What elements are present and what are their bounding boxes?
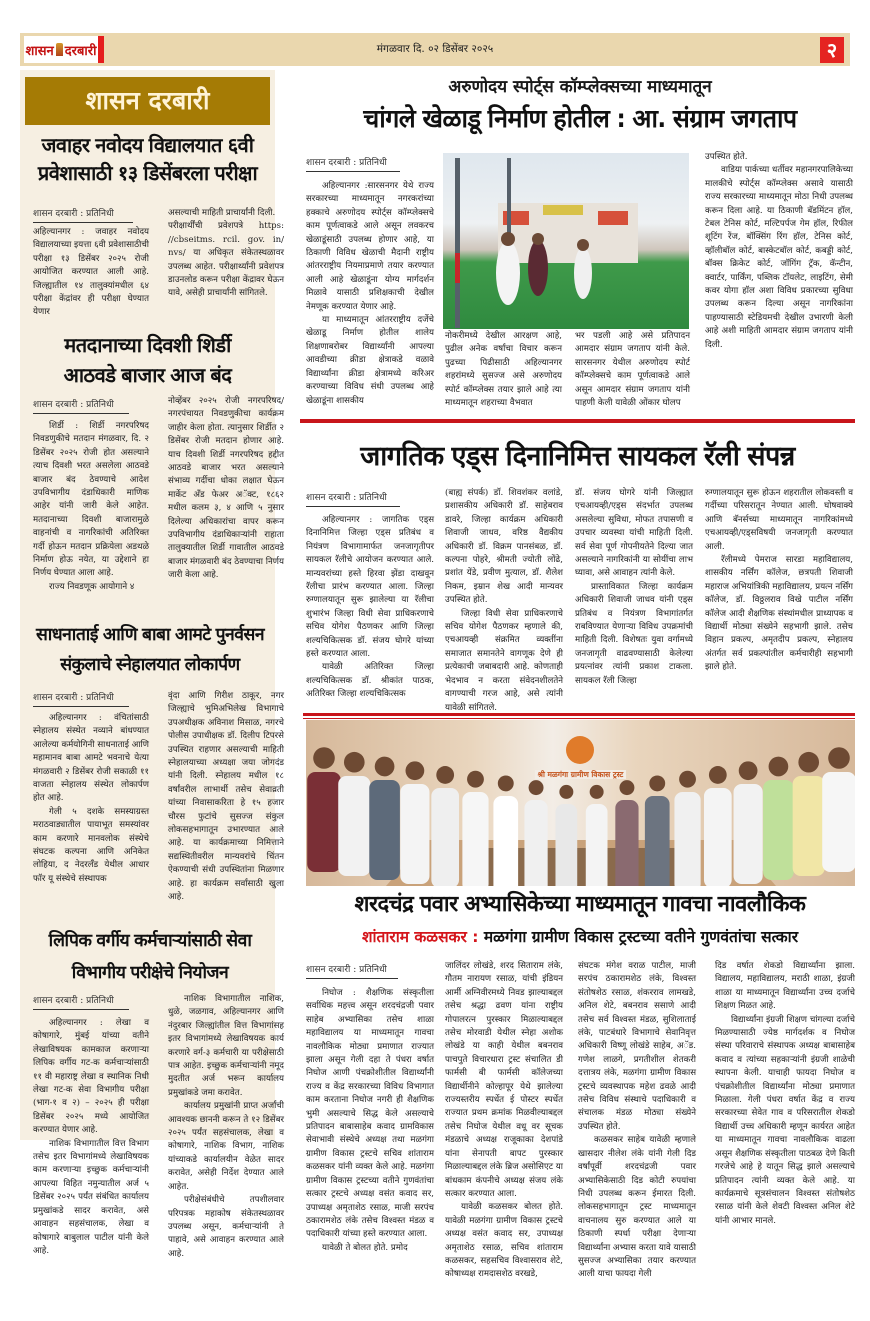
paragraph: नाशिक विभागातील वित्त विभाग तसेच इतर विभागांमध्ये लेखाविषयक काम करणाऱ्या इच्छुक कर्मचाऱ्यांनी आपल्या विहित नमुन्यातील अर्ज ५ डिसेंबर २०२५ पर्यंत संबंधित कार्यालय प्रमुखांकडे सादर करावेत, असे आवाहन सहसंचालक, लेखा व कोषागारे बाबुलाल पाटील यांनी केले आहे. bbox=[33, 1138, 149, 1256]
paragraph: निघोज : शैक्षणिक संस्कृतीला सर्वाधिक महत्त्व असून शरदचंद्रजी पवार साहेब अभ्यासिका तसेच शाळा महाविद्यालय या माध्यमातून गावचा नावलौकिक मोठ्या प्रमाणात राज्यात झाला असून गेली दहा ते पंधरा वर्षात निघोज आणी पंचक्रोशीतील विद्यार्थ्यांनी राज्य व केंद्र सरकारच्या विविध विभागात काम करताना निघोज नगरी ही शैक्षणिक भुमी असल्याचे सिद्ध केले असल्याचे प्रतिपादन बाबासाहेब कवाद ग्रामविकास सेवाभावी संस्थेचे अध्यक्ष तथा मळगंगा ग्रामीण विकास ट्रस्टचे सचिव शांताराम कळसकर यांनी व्यक्त केले आहे. मळगंगा ग्रामीण विकास ट्रस्टच्या वतीने गुणवंतांचा सत्कार ट्रस्टचे अध्यक्ष वसंत कवाद सर, उपाध्यक्ष अमृताशेठ रसाळ, माजी सरपंच ठकारामशेठ लंके तसेच विश्वस्त मंडळ व पदाधिकारी यांच्या हस्ते करण्यात आला. bbox=[306, 988, 434, 1240]
paragraph: राज्य निवडणूक आयोगाने ४ bbox=[49, 581, 135, 592]
person-head bbox=[577, 239, 589, 251]
section-divider bbox=[300, 419, 855, 423]
article-headline bbox=[25, 330, 270, 390]
paragraph: डॉ. संजय घोगरे यांनी जिल्ह्यात एचआयव्ही/एड्स संदर्भात उपलब्ध असलेल्या सुविधा, मोफत तपासणी व उपचार व्यवस्था यांची माहिती दिली. सर्व सेवा पूर्ण गोपनीयतेने दिल्या जात असल्याने नागरिकांनी या सोयींचा लाभ घ्यावा, असे आवाहन त्यांनी केले. bbox=[575, 488, 693, 579]
pole bbox=[455, 158, 460, 328]
person-head bbox=[679, 771, 696, 788]
logo-text-left: शासन bbox=[25, 43, 54, 59]
paragraph: दिड वर्षात शेकडो विद्यार्थ्यांना झाला. विद्यालय, महाविद्यालय, मराठी शाळा, इंग्रजी शाळा या माध्यमातून विद्यार्थ्यांना उच्च दर्जाचे शिक्षण मिळत आहे. bbox=[715, 961, 855, 1012]
building-dome bbox=[543, 205, 583, 215]
person-body bbox=[493, 796, 518, 886]
pawar-subheadline bbox=[300, 925, 860, 947]
issue-date: मंगळवार दि. ०२ डिसेंबर २०२५ bbox=[376, 43, 494, 55]
person-head bbox=[532, 233, 544, 245]
article-column bbox=[578, 960, 696, 1282]
headline-line: आठवडे बाजार आज बंद bbox=[63, 363, 232, 387]
sidebar-brand-title: शासन दरबारी bbox=[25, 77, 270, 125]
person-body bbox=[822, 772, 855, 872]
article-column bbox=[445, 487, 563, 715]
person-body bbox=[586, 804, 608, 886]
paragraph: परीक्षेसंबंधीचे तपशीलवार परिपत्रक महाकोष संकेतस्थळावर उपलब्ध असून, कर्मचाऱ्यांनी ते पाहावे, असे आवाहन करण्यात आले आहे. bbox=[168, 1195, 284, 1259]
person-head bbox=[769, 757, 789, 777]
masthead bbox=[20, 33, 850, 66]
person-white bbox=[496, 241, 520, 305]
person-body bbox=[338, 776, 370, 876]
paragraph: विद्यार्थ्यांना इंग्रजी शिक्षण चांगल्या दर्जाचे मिळण्यासाठी ज्येष्ठ मार्गदर्शक व निघोज संस्था परिवाराचे संस्थापक अध्यक्ष बाबासाहेब कवाद व त्यांच्या सहकाऱ्यांनी इंग्रजी शाळेची स्थापना केली. याचाही फायदा निघोज व पंचक्रोशीतील विद्यार्थ्यांना मोठ्या प्रमाणात मिळाला. गेली पंधरा वर्षात केंद्र व राज्य सरकारच्या सेवेत गाव व परिसरातील शेकडो विद्यार्थी उच्च अधिकारी म्हणून कार्यरत आहेत या माध्यमातून गावचा नावलौकिक वाढला असून शैक्षणिक संस्कृतीला पाठबळ देणे किती गरजेचे आहे हे यातून सिद्ध झाले असल्याचे प्रतिपादन त्यांनी व्यक्त केले आहे. या कार्यक्रमाचे सूत्रसंचालन विश्वस्त संतोषशेठ रसाळ यांनी केले शेवटी विश्वस्त अनिल शेटे यांनी आभार मानले. bbox=[715, 1014, 855, 1226]
person-head bbox=[828, 747, 850, 769]
person-head bbox=[709, 766, 727, 784]
lead-kicker: अरुणोदय स्पोर्ट्स कॉम्प्लेक्सच्या माध्यमातून bbox=[448, 77, 712, 97]
section-divider bbox=[303, 718, 855, 719]
person-head bbox=[649, 775, 665, 791]
byline: शासन दरबारी : प्रतिनिधी bbox=[306, 490, 400, 507]
paragraph: जिल्हा विधी सेवा प्राधिकरणाचे सचिव योगेश पैठणकर म्हणाले की, एचआयव्ही संक्रमित व्यक्तींना समाजात समानतेने वागणूक देणे ही प्रत्येकाची जबाबदारी आहे. कोणताही भेदभाव न करता संवेदनशीलतेने वागण्याची गरज आहे, असे त्यांनी यावेळी सांगितले. bbox=[445, 608, 563, 713]
person bbox=[574, 247, 592, 299]
person-head bbox=[501, 232, 515, 246]
article-column bbox=[575, 330, 690, 410]
paragraph: भर पडली आहे असे प्रतिपादन आमदार संग्राम जगताप यांनी केले. सारसनगर येथील अरुणोदय स्पोर्ट कॉम्प्लेक्सचे काम पूर्णत्वाकडे आले असून आमदार संग्राम जगताप यांनी पाहणी केली यावेळी ओंकार घोलप bbox=[575, 331, 690, 409]
logo-text-right: दरबारी bbox=[64, 43, 97, 59]
paragraph: संघटक मंगेश वराळ पाटील, माजी सरपंच ठकारामशेठ लंके, विश्वस्त संतोषशेठ रसाळ, शंकरराव लामखडे, अनिल शेटे, बबनराव ससाणे आदी तसेच सर्व विश्वस्त मंडळ, सुशिलाताई लंके, पाटबंधारे विभागाचे सेवानिवृत्त अधिकारी विष्णू लोखंडे साहेब, अॅड. गणेश लाळगे, प्रगतीशील शेतकरी दत्तात्रय लंके, मळगंगा ग्रामीण विकास ट्रस्टचे व्यवस्थापक महेश ढवळे आदी तसेच विविध संस्थाचे पदाधिकारी व संचालक मंडळ मोठ्या संख्येने उपस्थित होते. bbox=[578, 961, 696, 1132]
byline: शासन दरबारी : प्रतिनिधी bbox=[33, 397, 129, 414]
article-headline bbox=[25, 620, 275, 680]
paragraph: अहिल्यानगर : वंचितांसाठी स्नेहालय संस्थेत नव्याने बांधण्यात आलेल्या कर्मयोगिनी साधनाताई आणि महामानव बाबा आमटे भवनाचे येत्या मंगळवारी २ डिसेंबर रोजी सकाळी ११ वाजता स्नेहालय संस्थेत लोकार्पण होत आहे. bbox=[33, 713, 149, 804]
sports-complex-photo bbox=[443, 153, 689, 329]
article-column bbox=[33, 712, 149, 886]
person-head bbox=[739, 761, 758, 780]
person-maroon bbox=[528, 240, 548, 296]
person-head bbox=[590, 785, 604, 799]
paragraph: वाडिया पार्कच्या धर्तीवर महानगरपालिकेच्या मालकीचे स्पोर्ट्स कॉम्प्लेक्स असावे यासाठी राज्य सरकारच्या माध्यमातून मोठा निधी उपलब्ध करून दिला आहे. या ठिकाणी बॅडमिंटन हॉल, टेबल टेनिस कोर्ट, मल्टिपर्पज गेम हॉल, रिफील शूटिंग रेंज, बॉक्सिंग रिंग हॉल, टेनिस कोर्ट, व्हॉलीबॉल कोर्ट, बास्केटबॉल कोर्ट, कबड्डी कोर्ट, बॉक्स क्रिकेट कोर्ट, जॉगिंग ट्रॅक, कॅन्टीन, क्वार्टर, पार्किंग, पब्लिक टॉयलेट, लाइटिंग, सेमी कवर योगा हॉल अशा विविध प्रकारच्या सुविधा उपलब्ध करून दिल्या असून नागरिकांना पाहण्यासाठी स्टेडियमची देखील उभारणी केली आहे अशी माहिती आमदार संग्राम जगताप यांनी दिली. bbox=[705, 165, 853, 350]
lead-headline: चांगले खेळाडू निर्माण होतील : आ. संग्राम जगताप bbox=[363, 104, 797, 133]
pole-base bbox=[455, 253, 460, 283]
paragraph: अहिल्यानगर : लेखा व कोषागारे, मुंबई यांच्या वतीने लेखाविषयक कामकाज करणाऱ्या लिपिक वर्गीय गट-क कर्मचाऱ्यांसाठी ११ वी महाराष्ट्र लेखा व स्थानिक निधी लेखा गट-क सेवा विभागीय परीक्षा (भाग-१ व २) – २०२५ ही परीक्षा डिसेंबर २०२५ मध्ये आयोजित करण्यात येणार आहे. bbox=[33, 1018, 149, 1136]
person-body bbox=[431, 788, 459, 886]
paragraph: गेली ५ दशके समस्याग्रस्त मराठवाड्यातील पायाभूत समस्यांवर काम करणारे मानवलोक संस्थेचे संघटक कल्पना आणि अनिकेत लोहिया, द नेदरलँड येथील आधार फॉर यू संस्थेचे संस्थापक bbox=[33, 806, 149, 884]
page-number: २ bbox=[820, 37, 844, 63]
headline-line: साधनाताई आणि बाबा आमटे पुनर्वसन bbox=[35, 625, 265, 645]
article-column bbox=[168, 690, 284, 905]
person-body bbox=[704, 788, 732, 886]
person-body bbox=[555, 804, 577, 886]
person-head bbox=[619, 780, 634, 795]
paragraph: नोव्हेंबर २०२५ रोजी नगरपरिषद/ नगरपंचायत निवडणुकीचा कार्यक्रम जाहीर केला होता. त्यानुसार शिर्डीत २ डिसेंबर रोजी मतदान होणार आहे. याच दिवशी शिर्डी नगरपरिषद हद्दीत आठवडे बाजार भरत असल्याने संभाव्य गर्दीचा धोका लक्षात घेऊन मार्केट अँड फेअर अॅक्ट, १८६२ मधील कलम ३, ४ आणि ५ नुसार दिलेल्या अधिकारांचा वापर करून उपविभागीय दंडाधिकाऱ्यांनी राहाता तालुक्यातील शिर्डी गावातील आठवडे बाजार मंगळवारी बंद ठेवण्याचा निर्णय जारी केला आहे. bbox=[168, 396, 284, 581]
article-column bbox=[306, 514, 434, 702]
building-window bbox=[503, 211, 529, 225]
paragraph: उपस्थित होते. bbox=[705, 152, 748, 162]
paragraph: अहिल्यानगर : जवाहर नवोदय विद्यालयाच्या इयत्ता ६वी प्रवेशासाठीची परीक्षा १३ डिसेंबर २०२५ रोजी आयोजित करण्यात आली आहे. जिल्ह्यातील १४ तालुक्यांमधील ६४ परीक्षा केंद्रांवर ही परीक्षा घेण्यात येणार bbox=[33, 227, 150, 318]
paragraph: अहिल्यानगर : जागतिक एड्स दिनानिमित्त जिल्हा एड्स प्रतिबंध व नियंत्रण विभागामार्फत जनजागृतीपर सायकल रॅलीचे आयोजन करण्यात आले. मान्यवरांच्या हस्ते हिरवा झेंडा दाखवून रॅलीचा प्रारंभ करण्यात आला. जिल्हा रुग्णालयातून सुरू झालेल्या या रॅलीचा शुभारंभ जिल्हा विधी सेवा प्राधिकरणाचे सचिव योगेश पैठणकर आणि जिल्हा शल्यचिकित्सक डॉ. संजय घोगरे यांच्या हस्ते करण्यात आला. bbox=[306, 515, 434, 660]
person-head bbox=[529, 780, 544, 795]
trust-banner-text: श्री मळगंगा ग्रामीण विकास ट्रस्ट bbox=[535, 770, 627, 779]
headline-line: प्रवेशासाठी १३ डिसेंबरला परीक्षा bbox=[37, 161, 258, 185]
paragraph: नोकरीमध्ये देखील आरक्षण आहे, पुढील अनेक वर्षांचा विचार करून पुढच्या पिढीसाठी अहिल्यानगर शहरांमध्ये सुसज्ज असे अरुणोदय स्पोर्ट कॉम्प्लेक्स तयार झाले आहे त्या माध्यमातून शहराच्या वैभवात bbox=[445, 331, 562, 409]
paragraph: या माध्यमातून आंतरराष्ट्रीय दर्जेचे खेळाडू निर्माण होतील शालेय शिक्षणाबरोबर विद्यार्थ्यांनी आपल्या आवडीच्या क्रीडा क्षेत्राकडे वळावे विद्यार्थ्यांना क्रीडा क्षेत्रामध्ये करिअर करण्याच्या विविध संधी उपलब्ध आहे खेळाडूंना शासकीय bbox=[306, 315, 434, 406]
subhead-speaker: शांताराम कळसकर : bbox=[361, 928, 479, 946]
headline-line: लिपिक वर्गीय कर्मचाऱ्यांसाठी सेवा bbox=[48, 931, 252, 951]
person-body bbox=[763, 780, 794, 880]
article-headline bbox=[25, 925, 275, 989]
article-column bbox=[33, 1017, 149, 1258]
person-body bbox=[307, 772, 341, 872]
group-felicitation-photo bbox=[306, 720, 855, 886]
paragraph: (बाह्य संपर्क) डॉ. शिवशंकर वलांडे, प्रशासकीय अधिकारी डॉ. साहेबराव डावरे, जिल्हा कार्यक्रम अधिकारी शिवाजी जाधव, वरिष्ठ वैद्यकीय अधिकारी डॉ. विक्रम पानसंबळ, डॉ. कल्पना पोहरे, श्रीमती ज्योती लोंढे, प्रशांत येंडे, प्रवीण मुत्याल, डॉ. शैलेश निकम, इम्रान शेख आदी मान्यवर उपस्थित होते. bbox=[445, 488, 563, 606]
person-body bbox=[734, 784, 763, 884]
group-photo-illustration bbox=[306, 720, 855, 886]
headline-line: मतदानाच्या दिवशी शिर्डी bbox=[64, 333, 231, 357]
byline: शासन दरबारी : प्रतिनिधी bbox=[33, 206, 133, 223]
article-column bbox=[168, 993, 284, 1261]
article-column bbox=[705, 487, 853, 675]
aids-headline: जागतिक एड्स दिनानिमित्त सायकल रॅली संपन्न bbox=[360, 441, 795, 472]
byline: शासन दरबारी : प्रतिनिधी bbox=[306, 962, 398, 979]
byline: शासन दरबारी : प्रतिनिधी bbox=[33, 993, 129, 1010]
paragraph: रॅलीमध्ये पेमराज सारडा महाविद्यालय, शासकीय नर्सिंग कॉलेज, छत्रपती शिवाजी महाराज अभियांत्रिकी महाविद्यालय, प्रयत्न नर्सिंग कॉलेज, डॉ. विठ्ठलराव विखे पाटील नर्सिंग कॉलेज आदी शैक्षणिक संस्थांमधील प्राध्यापक व विद्यार्थी मोठ्या संख्येने सहभागी झाले. तसेच विहान प्रकल्प, अमृतदीप प्रकल्प, स्नेहालय अंतर्गत सर्व प्रकल्पांतील कर्मचारीही सहभागी झाले होते. bbox=[705, 555, 853, 673]
person-body bbox=[400, 784, 429, 884]
paragraph: कार्यालय प्रमुखांनी प्राप्त अर्जांची आवश्यक छाननी करून ते १२ डिसेंबर २०२५ पर्यंत सहसंचालक, लेखा व कोषागारे, नाशिक विभाग, नाशिक यांच्याकडे कार्यालयीन वेळेत सादर करावेत, असेही निर्देश देण्यात आले आहेत. bbox=[168, 1101, 284, 1192]
paragraph: परीक्षार्थींची प्रवेशपत्रे https: //cbseitms. rcil. gov. in/ nvs/ या अधिकृत संकेतस्थळावर उपलब्ध आहेत. परीक्षार्थ्यांनी प्रवेशपत्र डाउनलोड करून परीक्षा केंद्रावर घेऊन यावे, असेही प्राचार्यांनी सांगितले. bbox=[168, 221, 284, 299]
paragraph: अहिल्यानगर :सारसनगर येथे राज्य सरकारच्या माध्यमातून नगरकरांच्या हक्काचे अरुणोदय स्पोर्ट्स कॉम्प्लेक्सचे काम पूर्णत्वाकडे आले असून लवकरच खेळाडूंसाठी उपलब्ध होणार आहे, या ठिकाणी विविध खेळाची मैदानी राष्ट्रीय आंतरराष्ट्रीय नियमाप्रमाणे तयार करण्यात आली आहे खेळाडूंना योग्य मार्गदर्शन मिळावे यासाठी प्रशिक्षकाची देखील नेमणूक करण्यात येणार आहे. bbox=[306, 181, 434, 312]
paragraph: यावेळी अतिरिक्त जिल्हा शल्यचिकित्सक डॉ. श्रीकांत पाठक, अतिरिक्त जिल्हा शल्यचिकित्सक bbox=[306, 662, 434, 700]
paragraph: वृंदा आणि गिरीश ठाकूर, नगर जिल्ह्याचे भुमिअभिलेख विभागाचे उपअधीक्षक अविनाश मिसाळ, नगरचे पोलीस उपाधीक्षक डॉ. दिलीप टिपरसे उपस्थित राहणार असल्याची माहिती स्नेहालयाच्या अध्यक्षा जया जोगदंड यांनी दिली. स्नेहालय मधील १८ वर्षांवरील लाभार्थी तसेच सेवाव्रती यांच्या निवासाकरिता हे १५ हजार चौरस फुटांचे सुसज्ज संकुल लोकसहभागातून उभारण्यात आले आहे. या कार्यक्रमाच्या निमित्ताने सद्यस्थितीवरील मान्यवरांचे चिंतन ऐकण्याची संधी उपस्थितांना मिळणार आहे. हा कार्यक्रम सर्वांसाठी खुला आहे. bbox=[168, 691, 284, 903]
person-body bbox=[793, 776, 825, 876]
person-body bbox=[369, 780, 400, 880]
person-head bbox=[406, 761, 425, 780]
paragraph: रुग्णालयातून सुरू होऊन शहरातील लोकवस्ती व गर्दीच्या परिसरातून नेण्यात आली. घोषवाक्ये आणि बॅनर्सच्या माध्यमातून नागरिकांमध्ये एचआयव्ही/एड्सविषयी जनजागृती करण्यात आली. bbox=[705, 488, 853, 552]
person-body bbox=[674, 792, 700, 886]
person-head bbox=[313, 747, 335, 769]
person-head bbox=[344, 752, 365, 773]
person-head bbox=[375, 757, 395, 777]
person-head bbox=[467, 771, 484, 788]
paragraph: शिर्डी : शिर्डी नगरपरिषद निवडणुकीचे मतदान मंगळवार, दि. २ डिसेंबर २०२५ रोजी होत असल्याने त्याच दिवशी भरत असलेला आठवडे बाजार बंद ठेवण्याचे आदेश उपविभागीय दंडाधिकारी माणिक आहेर यांनी जारी केले आहेत. मतदानाच्या दिवशी बाजारामुळे वाहनांची व नागरिकांची अतिरिक्त गर्दी होऊन मतदान प्रक्रियेला अडथळे निर्माण होऊ नयेत, या उद्देशाने हा निर्णय घेण्यात आला आहे. bbox=[33, 421, 149, 579]
paragraph: यावेळी कळसकर बोलत होते. यावेळी मळगंगा ग्रामीण विकास ट्रस्टचे अध्यक्ष वसंत कवाद सर, उपाध्यक्ष अमृताशेठ रसाळ, सचिव शांताराम कळसकर, सहसचिव विश्वासराव शेटे, कोषाध्यक्ष रामदासशेठ वरखडे, bbox=[445, 1202, 563, 1280]
article-column bbox=[306, 987, 434, 1255]
section-divider bbox=[303, 713, 855, 716]
person-body bbox=[645, 796, 670, 886]
article-column bbox=[168, 207, 284, 301]
article-column bbox=[715, 960, 855, 1228]
article-column bbox=[705, 151, 853, 352]
paragraph: कळसकर साहेब यावेळी म्हणाले खासदार नीलेश लंके यांनी गेली दिड वर्षांपूर्वी शरदचंद्रजी पवार अभ्यासिकेसाठी दिड कोटी रुपयांचा निधी उपलब्ध करून ईमारत दिली. लोकसहभागातून ट्रस्ट माध्यमातून वाचनालय सुरु करण्यात आले या ठिकाणी स्पर्धा परीक्षा देणाऱ्या विद्यार्थ्यांना अभ्यास करता यावे यासाठी सुसज्ज अभ्यासिका तयार करण्यात आली याचा फायदा गेली bbox=[578, 1135, 696, 1280]
paragraph: यावेळी ते बोलत होते. प्रमोद bbox=[322, 1242, 408, 1253]
article-column bbox=[33, 420, 149, 594]
subhead-text: मळगंगा ग्रामीण विकास ट्रस्टच्या वतीने गुणवंतांचा सत्कार bbox=[483, 928, 799, 946]
person-body bbox=[524, 800, 547, 886]
headline-line: विभागीय परीक्षेचे नियोजन bbox=[71, 963, 229, 983]
person-head bbox=[798, 752, 819, 773]
building-window bbox=[598, 211, 628, 225]
headline-line: जवाहर नवोदय विद्यालयात ६वी bbox=[41, 133, 254, 157]
sports-complex-illustration bbox=[443, 153, 689, 329]
person-body bbox=[615, 800, 638, 886]
paragraph: जालिंदर लोखंडे, शरद सिताराम लंके, गौतम नारायण रसाळ, यांची इंडियन आर्मी अग्निवीरमध्ये निवड झाल्याबद्दल तसेच श्रद्धा ढवण यांना राष्ट्रीय गोपालरत्न पुरस्कार मिळाल्याबद्दल तसेच मोरवाडी येथील स्नेहा अशोक लोखंडे या काही येथील बबनराव पाचपुते विचारधारा ट्रस्ट संचालित डी फार्मसी बी फार्मसी कॉलेजच्या विद्यार्थीनीने कोल्हापूर येथे झालेल्या राज्यस्तरीय स्पर्धेत ई पोस्टर स्पर्धेत राज्यात प्रथम क्रमांक मिळवील्याबद्दल तसेच निघोज येथील वधू वर सूचक मंडळाचे अध्यक्ष राजूकाका देशपांडे यांना सेनापती बापट पुरस्कार मिळाल्याबद्दल लंके ब्रिज असोसिएट या बांधकाम कंपनीचे अध्यक्ष संजय लंके सत्कार करण्यात आला. bbox=[445, 961, 563, 1199]
article-column bbox=[168, 395, 284, 583]
article-column bbox=[575, 487, 693, 688]
paragraph: असल्याची माहिती प्राचार्यांनी दिली. bbox=[168, 208, 276, 218]
byline: शासन दरबारी : प्रतिनिधी bbox=[33, 690, 129, 707]
byline: शासन दरबारी : प्रतिनिधी bbox=[306, 155, 400, 172]
article-column bbox=[445, 330, 562, 410]
paragraph: प्रास्ताविकात जिल्हा कार्यक्रम अधिकारी शिवाजी जाधव यांनी एड्स प्रतिबंध व नियंत्रण विभागांतर्गत राबविण्यात येणाऱ्या विविध उपक्रमांची माहिती दिली. विशेषतः युवा वर्गामध्ये जनजागृती वाढवण्यासाठी केलेल्या प्रयत्नांवर त्यांनी प्रकाश टाकला. सायकल रॅली जिल्हा bbox=[575, 581, 693, 686]
article-column bbox=[306, 180, 434, 408]
headline-line: संकुलाचे स्नेहालयात लोकार्पण bbox=[60, 655, 240, 675]
person-head bbox=[498, 775, 514, 791]
paragraph: नाशिक विभागातील नाशिक, धुळे, जळगाव, अहिल्यानगर आणि नंदुरबार जिल्ह्यांतील वित्त विभागांसह इतर विभागांमध्ये लेखाविषयक कार्य करणारे वर्ग-३ कर्मचारी या परीक्षेसाठी पात्र आहेत. इच्छुक कर्मचाऱ्यांनी नमूद मुदतीत अर्ज भरून कार्यालय प्रमुखांकडे जमा करावेत. bbox=[168, 994, 284, 1098]
trust-emblem bbox=[566, 736, 594, 764]
article-column bbox=[445, 960, 563, 1282]
person-head bbox=[436, 766, 454, 784]
person-body bbox=[462, 792, 488, 886]
pawar-headline: शरदचंद्र पवार अभ्यासिकेच्या माध्यमातून गावचा नावलौकिक bbox=[354, 892, 806, 917]
article-column bbox=[33, 226, 149, 320]
person-head bbox=[559, 785, 573, 799]
article-headline bbox=[25, 131, 270, 187]
